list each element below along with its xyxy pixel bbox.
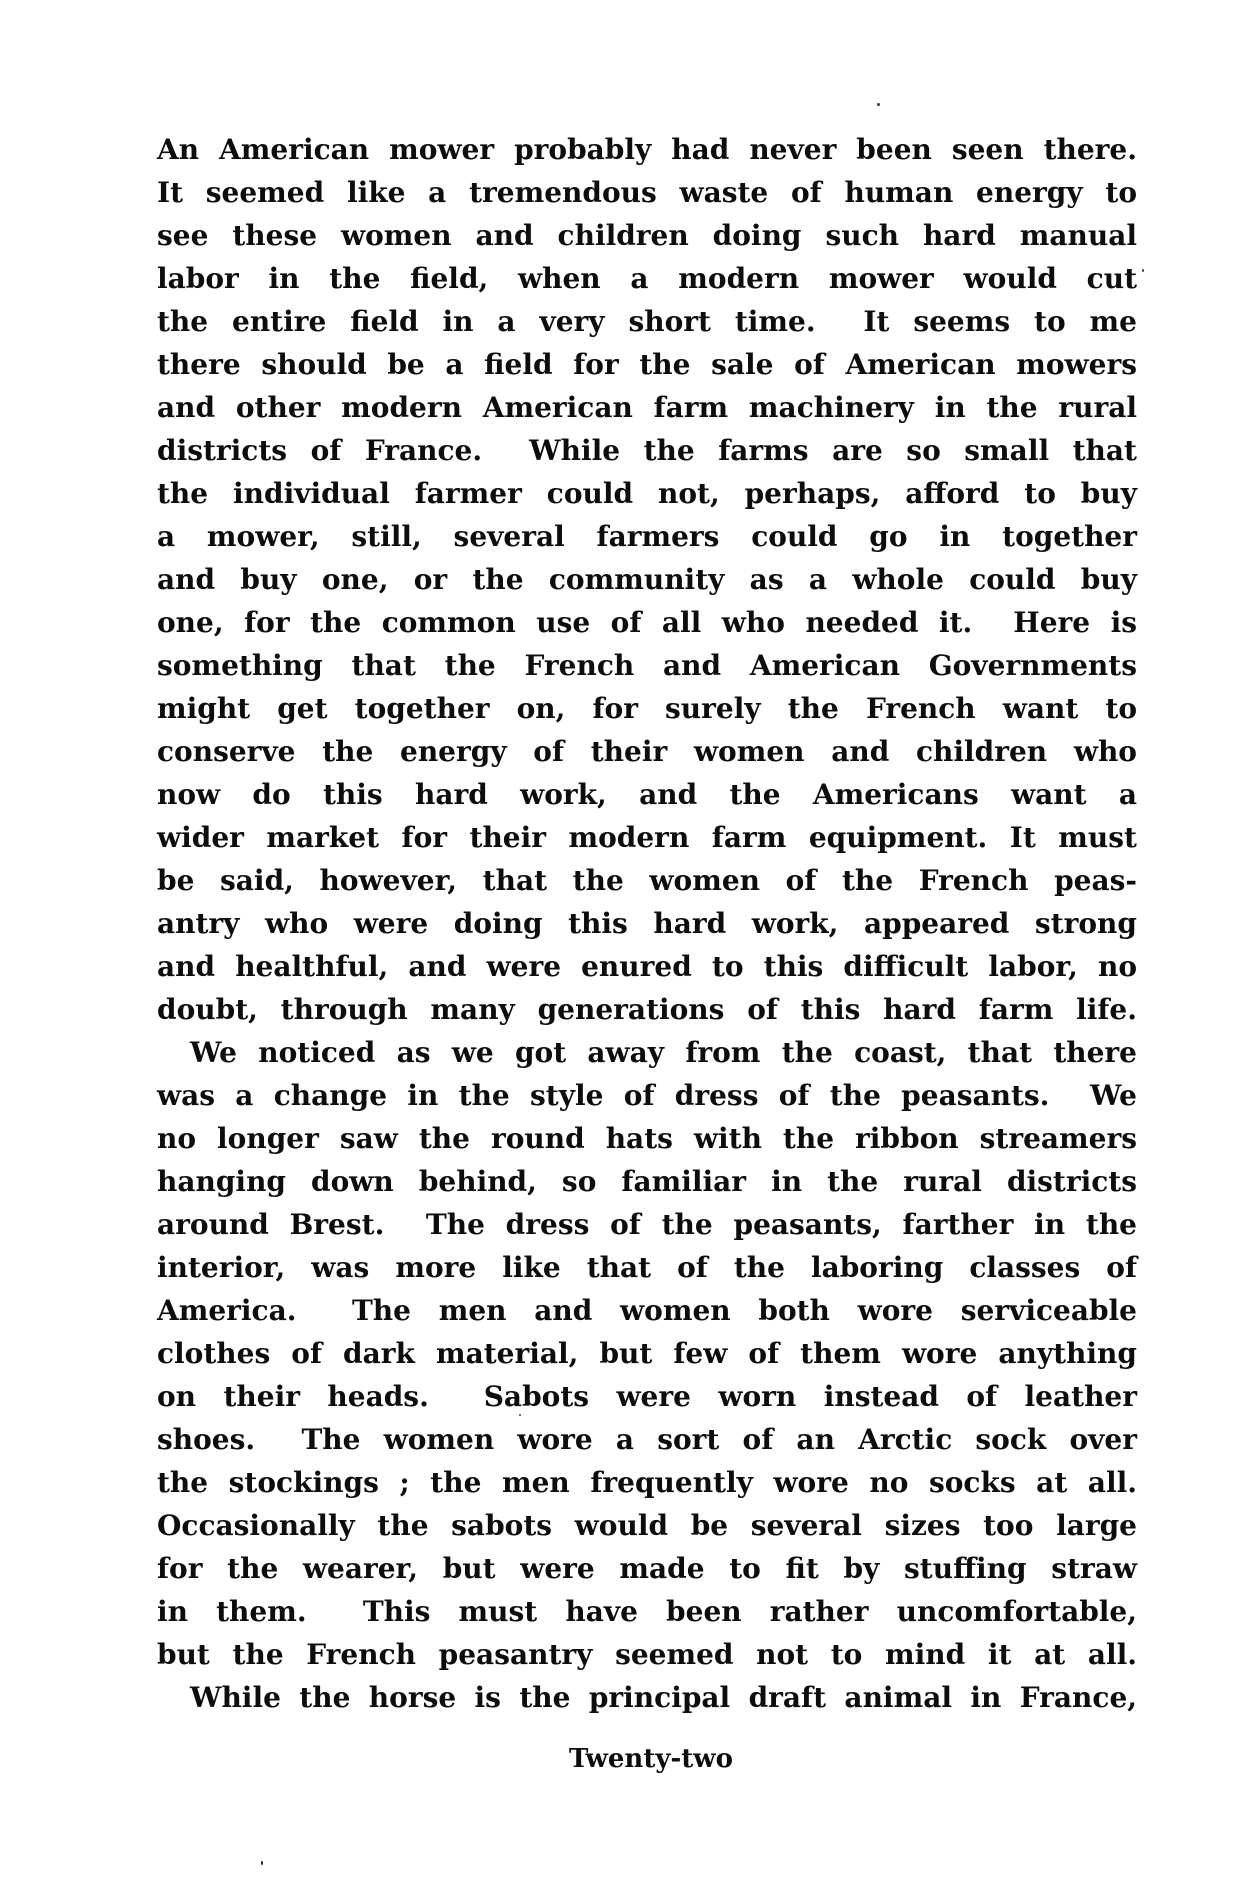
text-line: one, for the common use of all who needed it. Here is	[157, 606, 1137, 639]
text-line: It seemed like a tremendous waste of human energy to	[157, 176, 1137, 209]
text-line: be said, however, that the women of the French peas-	[157, 864, 1137, 897]
page-number-label: Twenty-two	[569, 1744, 733, 1774]
text-line: doubt, through many generations of this hard farm life.	[157, 993, 1137, 1026]
text-line: America. The men and women both wore serviceable	[157, 1294, 1137, 1327]
text-line: clothes of dark material, but few of them wore anything	[157, 1337, 1137, 1370]
text-line: in them. This must have been rather uncomfortable,	[157, 1595, 1137, 1628]
text-line: and other modern American farm machinery in the rural	[157, 391, 1137, 424]
text-line: An American mower probably had never been seen there.	[157, 133, 1137, 166]
ink-speck	[1142, 269, 1144, 272]
text-line: the individual farmer could not, perhaps, afford to buy	[157, 477, 1137, 510]
text-line: labor in the field, when a modern mower would cut	[157, 262, 1137, 295]
text-line: and healthful, and were enured to this difficult labor, no	[157, 950, 1137, 983]
ink-speck	[261, 1861, 263, 1865]
ink-speck	[519, 1414, 521, 1416]
text-line: now do this hard work, and the Americans want a	[157, 778, 1137, 811]
text-line: hanging down behind, so familiar in the rural districts	[157, 1165, 1137, 1198]
text-line: the entire field in a very short time. It seems to me	[157, 305, 1137, 338]
text-line: might get together on, for surely the French want to	[157, 692, 1137, 725]
text-line: the stockings ; the men frequently wore no socks at all.	[157, 1466, 1137, 1499]
text-line: there should be a field for the sale of American mowers	[157, 348, 1137, 381]
text-line: was a change in the style of dress of the peasants. We	[157, 1079, 1137, 1112]
text-line: shoes. The women wore a sort of an Arctic sock over	[157, 1423, 1137, 1456]
text-line: around Brest. The dress of the peasants, farther in the	[157, 1208, 1137, 1241]
text-line: no longer saw the round hats with the ribbon streamers	[157, 1122, 1137, 1155]
text-line: conserve the energy of their women and children who	[157, 735, 1137, 768]
text-line-paragraph-start: We noticed as we got away from the coast, that there	[190, 1036, 1137, 1069]
text-block	[157, 128, 1137, 1719]
text-line: antry who were doing this hard work, appeared strong	[157, 907, 1137, 940]
text-line: for the wearer, but were made to fit by stuffing straw	[157, 1552, 1137, 1585]
text-line: Occasionally the sabots would be several sizes too large	[157, 1509, 1137, 1542]
text-line: and buy one, or the community as a whole could buy	[157, 563, 1137, 596]
text-line: a mower, still, several farmers could go in together	[157, 520, 1137, 553]
text-line-paragraph-start: While the horse is the principal draft animal in France,	[190, 1681, 1137, 1714]
text-line: something that the French and American Governments	[157, 649, 1137, 682]
text-line: districts of France. While the farms are so small that	[157, 434, 1137, 467]
text-line: see these women and children doing such hard manual	[157, 219, 1137, 252]
text-line: wider market for their modern farm equipment. It must	[157, 821, 1137, 854]
ink-speck	[877, 103, 880, 106]
text-line: but the French peasantry seemed not to mind it at all.	[157, 1638, 1137, 1671]
text-line: interior, was more like that of the laboring classes of	[157, 1251, 1137, 1284]
text-line: on their heads. Sabots were worn instead of leather	[157, 1380, 1137, 1413]
